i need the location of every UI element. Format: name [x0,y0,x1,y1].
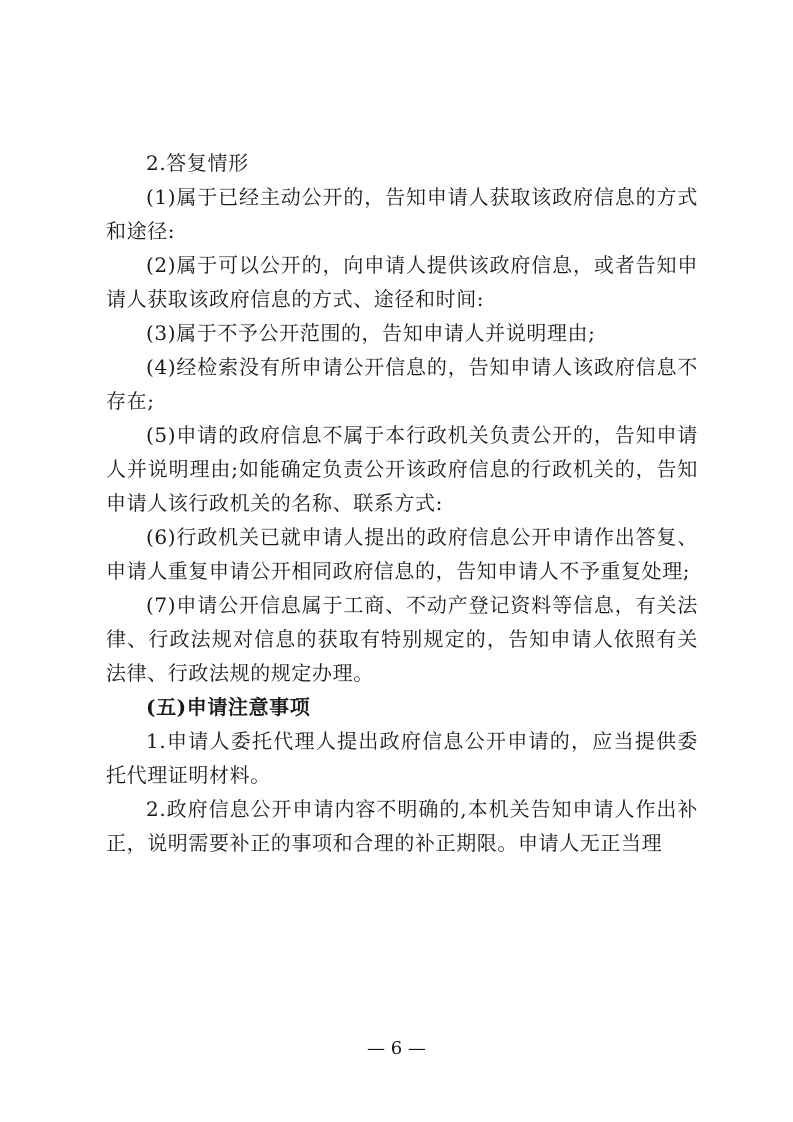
paragraph-item-4: (4)经检索没有所申请公开信息的，告知申请人该政府信息不存在; [106,355,698,413]
note-paragraph-1: 1.申请人委托代理人提出政府信息公开申请的，应当提供委托代理证明材料。 [106,729,698,787]
paragraph-item-2: (2)属于可以公开的，向申请人提供该政府信息，或者告知申请人获取该政府信息的方式、途径和时间: [106,253,698,311]
paragraph-item-7: (7)申请公开信息属于工商、不动产登记资料等信息，有关法律、行政法规对信息的获取有特别规定的，告知申请人依照有关法律、行政法规的规定办理。 [106,593,698,685]
section-heading: (五)申请注意事项 [146,695,311,719]
paragraph-item-1: (1)属于已经主动公开的，告知申请人获取该政府信息的方式和途径: [106,185,698,243]
paragraph-item-3: (3)属于不予公开范围的，告知申请人并说明理由; [146,321,596,345]
note-paragraph-2: 2.政府信息公开申请内容不明确的,本机关告知申请人作出补正，说明需要补正的事项和合理的补正期限。申请人无正当理 [106,797,698,855]
paragraph-reply-situations-heading: 2.答复情形 [146,151,249,175]
document-body [106,146,698,860]
paragraph-item-5: (5)申请的政府信息不属于本行政机关负责公开的，告知申请人并说明理由;如能确定负责公开该政府信息的行政机关的，告知申请人该行政机关的名称、联系方式: [106,423,698,515]
paragraph-item-6: (6)行政机关已就申请人提出的政府信息公开申请作出答复、申请人重复申请公开相同政府信息的，告知申请人不予重复处理; [106,525,698,583]
page-number: — 6 — [367,1038,426,1059]
